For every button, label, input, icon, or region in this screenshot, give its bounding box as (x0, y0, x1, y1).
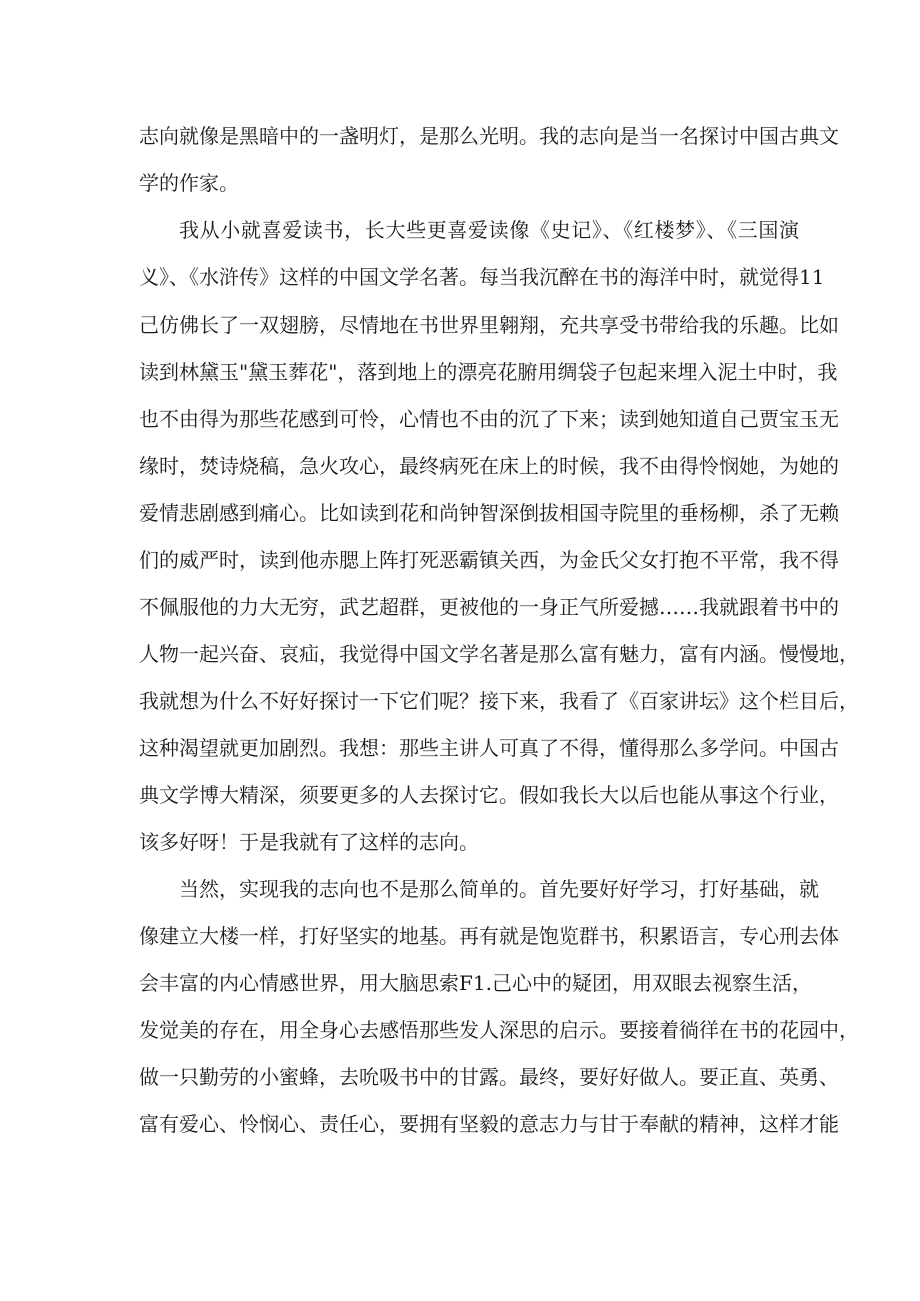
text-line: 该多好呀！于是我就有了这样的志向。 (139, 830, 479, 854)
text-line: 我就想为什么不好好探讨一下它们呢？接下来，我看了《百家讲坛》这个栏目后， (139, 689, 859, 713)
text-line: 学的作家。 (139, 171, 239, 195)
text-line: 志向就像是黑暗中的一盏明灯，是那么光明。我的志向是当一名探讨中国古典文 (139, 124, 839, 148)
text-line: 我从小就喜爱读书，长大些更喜爱读像《史记》、《红楼梦》、《三国演 (179, 218, 799, 242)
text-line: 会丰富的内心情感世界，用大脑思索F1.己心中的疑团，用双眼去视察生活， (139, 971, 812, 995)
text-line: 发觉美的存在，用全身心去感悟那些发人深思的启示。要接着徜徉在书的花园中， (139, 1018, 859, 1042)
text-line: 做一只勤劳的小蜜蜂，去吮吸书中的甘露。最终，要好好做人。要正直、英勇、 (139, 1065, 839, 1089)
text-line: 富有爱心、怜悯心、责任心，要拥有坚毅的意志力与甘于奉献的精神，这样才能 (139, 1112, 839, 1136)
text-line: 们的威严时，读到他赤腮上阵打死恶霸镇关西，为金氏父女打抱不平常，我不得 (139, 548, 839, 572)
text-line: 义》、《水浒传》这样的中国文学名著。每当我沉醉在书的海洋中时，就觉得11 (139, 265, 825, 289)
text-line: 爱情悲剧感到痛心。比如读到花和尚钟智深倒拔相国寺院里的垂杨柳，杀了无赖 (139, 501, 839, 525)
text-line: 也不由得为那些花感到可怜，心情也不由的沉了下来；读到她知道自己贾宝玉无 (139, 407, 839, 431)
text-line: 己仿佛长了一双翅膀，尽情地在书世界里翱翔，充共享受书带给我的乐趣。比如 (139, 313, 839, 337)
text-line: 人物一起兴奋、哀疝，我觉得中国文学名著是那么富有魅力，富有内涵。慢慢地， (139, 642, 859, 666)
text-line: 典文学博大精深，须要更多的人去探讨它。假如我长大以后也能从事这个行业， (139, 783, 839, 807)
text-line: 当然，实现我的志向也不是那么简单的。首先要好好学习，打好基础，就 (179, 877, 819, 901)
text-line: 不佩服他的力大无穷，武艺超群，更被他的一身正气所爱撼……我就跟着书中的 (139, 595, 839, 619)
text-line: 缘时，焚诗烧稿，急火攻心，最终病死在床上的时候，我不由得怜悯她，为她的 (139, 454, 839, 478)
text-line: 这种渴望就更加剧烈。我想：那些主讲人可真了不得，懂得那么多学问。中国古 (139, 736, 839, 760)
text-line: 读到林黛玉"黛玉葬花"，落到地上的漂亮花腑用绸袋子包起来埋入泥土中时，我 (139, 360, 838, 384)
text-line: 像建立大楼一样，打好坚实的地基。再有就是饱览群书，积累语言，专心刑去体 (139, 924, 839, 948)
